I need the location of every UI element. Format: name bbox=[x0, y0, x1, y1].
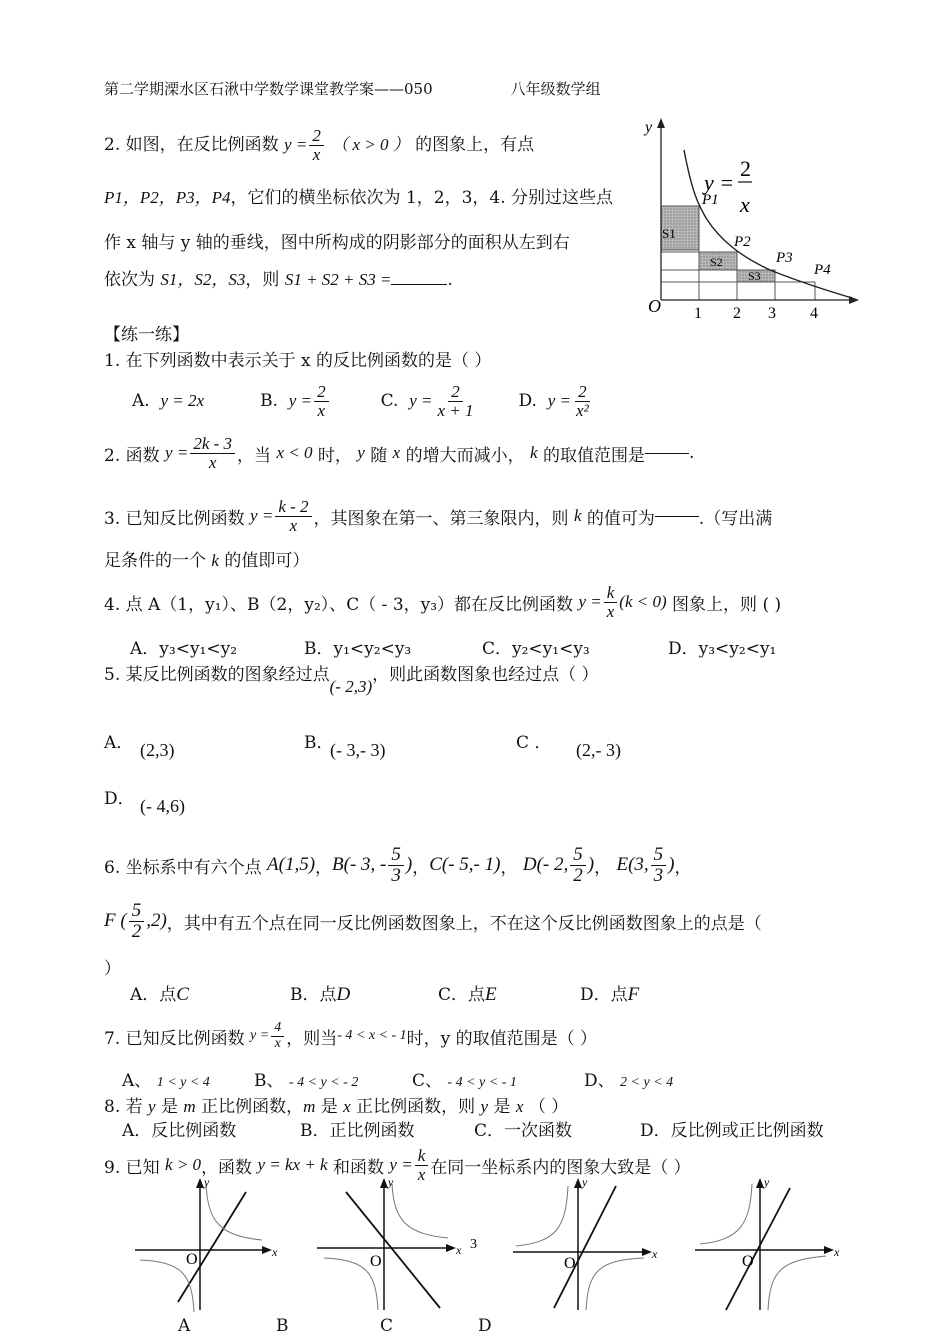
intro-line-1: 2. 如图，在反比例函数 y = $\frac{2}{x}$ （ x > 0 ） 的图象上，有点 bbox=[104, 126, 535, 164]
svg-text:3: 3 bbox=[470, 1237, 477, 1252]
intro-fraction: $\frac{2}{x}$ bbox=[309, 127, 324, 164]
svg-text:y: y bbox=[388, 1175, 394, 1189]
svg-text:y: y bbox=[582, 1175, 588, 1189]
q2-stem: 2. 函数 y = $\frac{2k - 3}{x}$ ，当 x < 0 时， y 随 x 的增大而减小， k 的取值范围是 . bbox=[104, 433, 695, 472]
svg-text:x: x bbox=[740, 192, 750, 217]
svg-text:O: O bbox=[370, 1253, 382, 1270]
intro-line-4: 依次为 S1，S2，S3，则 S1 + S2 + S3 = . bbox=[104, 270, 453, 290]
q6-stem: 6. 坐标系中有六个点 A(1,5) ， B(- 3, - $\frac{5}{3}$ ) ， C(- 5,- 1) ， D(- 2, $\frac{5}{2}$ ) ， E(3, $\frac{5}{3}$ ) ， bbox=[104, 843, 692, 886]
q9-graph-b bbox=[312, 1174, 477, 1314]
q8-option-a: A．反比例函数 bbox=[122, 1121, 237, 1141]
q3-stem: 3. 已知反比例函数 y = $\frac{k - 2}{x}$ ，其图象在第一、第三象限内，则 k 的值可为 .（写出满 bbox=[104, 496, 773, 535]
q8-option-c: C．一次函数 bbox=[474, 1121, 573, 1141]
q5-option-b: (- 3,- 3) bbox=[330, 740, 386, 760]
q4-option-b: B．y₁<y₂<y₃ bbox=[304, 639, 412, 659]
svg-text:2: 2 bbox=[733, 305, 741, 322]
q8-option-b: B．正比例函数 bbox=[300, 1121, 415, 1141]
q7-option-c: C、 - 4 < y < - 1 bbox=[412, 1071, 517, 1091]
svg-text:3: 3 bbox=[768, 305, 776, 322]
q9-stem: 9. 已知 k > 0 ，函数 y = kx + k 和函数 y = $\frac{k}{x}$ 在同一坐标系内的图象大致是（ ） bbox=[104, 1145, 691, 1184]
q4-stem: 4. 点 A（1，y₁）、B（2，y₂）、C（ - 3，y₃）都在反比例函数 y = $\frac{k}{x}$ (k < 0) 图象上，则 ( ) bbox=[104, 582, 782, 621]
page-header bbox=[104, 78, 601, 99]
svg-text:y: y bbox=[645, 119, 653, 136]
q4-option-a: A．y₃<y₁<y₂ bbox=[130, 639, 238, 659]
q5-option-b-label: B． bbox=[304, 733, 334, 753]
svg-text:x: x bbox=[834, 1245, 840, 1259]
q4-option-c: C．y₂<y₁<y₃ bbox=[482, 639, 590, 659]
intro-line-2: P1，P2，P3，P4，它们的横坐标依次为 1，2，3，4. 分别过这些点 bbox=[104, 188, 614, 208]
svg-text:P1: P1 bbox=[702, 192, 719, 208]
header-left: 第二学期溧水区石湫中学数学课堂教学案——050 bbox=[104, 80, 433, 98]
svg-text:1: 1 bbox=[694, 305, 702, 322]
svg-text:O: O bbox=[564, 1255, 576, 1272]
svg-text:x: x bbox=[652, 1247, 658, 1261]
svg-text:x: x bbox=[456, 1243, 462, 1257]
q5-option-c: (2,- 3) bbox=[576, 740, 621, 760]
svg-text:2: 2 bbox=[740, 156, 751, 181]
q6-line-2: F ( $\frac{5}{2}$ ,2) ，其中有五个点在同一反比例函数图象上，不在这个反比例函数图象上的点是（ bbox=[104, 899, 762, 942]
q5-option-a: (2,3) bbox=[140, 740, 175, 760]
svg-text:O: O bbox=[742, 1253, 754, 1270]
svg-text:y: y bbox=[764, 1175, 770, 1189]
svg-text:4: 4 bbox=[810, 305, 818, 322]
q3-line-2: 足条件的一个 k 的值即可） bbox=[104, 551, 310, 571]
q7-option-b: B、 - 4 < y < - 2 bbox=[254, 1071, 359, 1091]
q5-option-c-label: C ． bbox=[516, 733, 552, 753]
q1-stem: 1. 在下列函数中表示关于 x 的反比例函数的是（ ） bbox=[104, 351, 492, 371]
svg-text:P3: P3 bbox=[776, 250, 793, 266]
q6-option-a: A．点C bbox=[130, 984, 189, 1005]
svg-text:O: O bbox=[648, 296, 661, 316]
svg-text:y =: y = bbox=[704, 170, 735, 195]
hyperbola-figure bbox=[640, 112, 862, 330]
svg-text:S1: S1 bbox=[662, 226, 676, 241]
q9-label-a: A bbox=[178, 1316, 191, 1336]
q1-options: A. y = 2x B. y = $\frac{2}{x}$ C. y = $\frac{2}{x + 1}$ D. y = $\frac{2}{\text{x²}}$ bbox=[132, 381, 589, 420]
svg-text:y: y bbox=[204, 1175, 210, 1189]
section-title: 【练一练】 bbox=[104, 325, 189, 345]
q9-label-b: B bbox=[276, 1316, 289, 1336]
q7-stem: 7. 已知反比例函数 y = $\frac{4}{x}$ ，则当 - 4 < x < - 1 时，y 的取值范围是（ ） bbox=[104, 1019, 598, 1051]
q5-option-d: (- 4,6) bbox=[140, 796, 185, 816]
q9-graph-d bbox=[690, 1174, 842, 1314]
q7-option-d: D、 2 < y < 4 bbox=[584, 1071, 674, 1091]
q6-option-d: D．点F bbox=[580, 984, 640, 1005]
q9-label-c: C bbox=[380, 1316, 394, 1336]
q8-stem: 8. 若 y 是 m 正比例函数，m 是 x 正比例函数，则 y 是 x （ ） bbox=[104, 1097, 569, 1117]
q7-option-a: A、 1 < y < 4 bbox=[122, 1071, 210, 1091]
q6-option-c: C．点E bbox=[438, 984, 497, 1005]
q5-option-a-label: A． bbox=[104, 733, 134, 753]
q9-graph-a bbox=[130, 1174, 280, 1314]
header-right: 八年级数学组 bbox=[510, 80, 601, 98]
q5-stem: 5. 某反比例函数的图象经过点(- 2,3)，则此函数图象也经过点（ ） bbox=[104, 665, 599, 696]
q9-label-d: D bbox=[478, 1316, 492, 1336]
q5-option-d-label: D． bbox=[104, 789, 135, 809]
q6-option-b: B．点D bbox=[290, 984, 351, 1005]
svg-text:O: O bbox=[186, 1251, 198, 1268]
svg-text:P4: P4 bbox=[814, 262, 831, 278]
q4-option-d: D．y₃<y₂<y₁ bbox=[668, 639, 777, 659]
svg-text:x: x bbox=[272, 1245, 278, 1259]
svg-text:S3: S3 bbox=[748, 269, 761, 283]
q6-line-3: ） bbox=[104, 959, 121, 979]
intro-line-3: 作 x 轴与 y 轴的垂线，图中所构成的阴影部分的面积从左到右 bbox=[104, 233, 570, 253]
q9-graph-c bbox=[508, 1174, 658, 1314]
svg-text:S2: S2 bbox=[710, 255, 723, 269]
q8-option-d: D．反比例或正比例函数 bbox=[640, 1121, 824, 1141]
svg-text:P2: P2 bbox=[734, 234, 751, 250]
